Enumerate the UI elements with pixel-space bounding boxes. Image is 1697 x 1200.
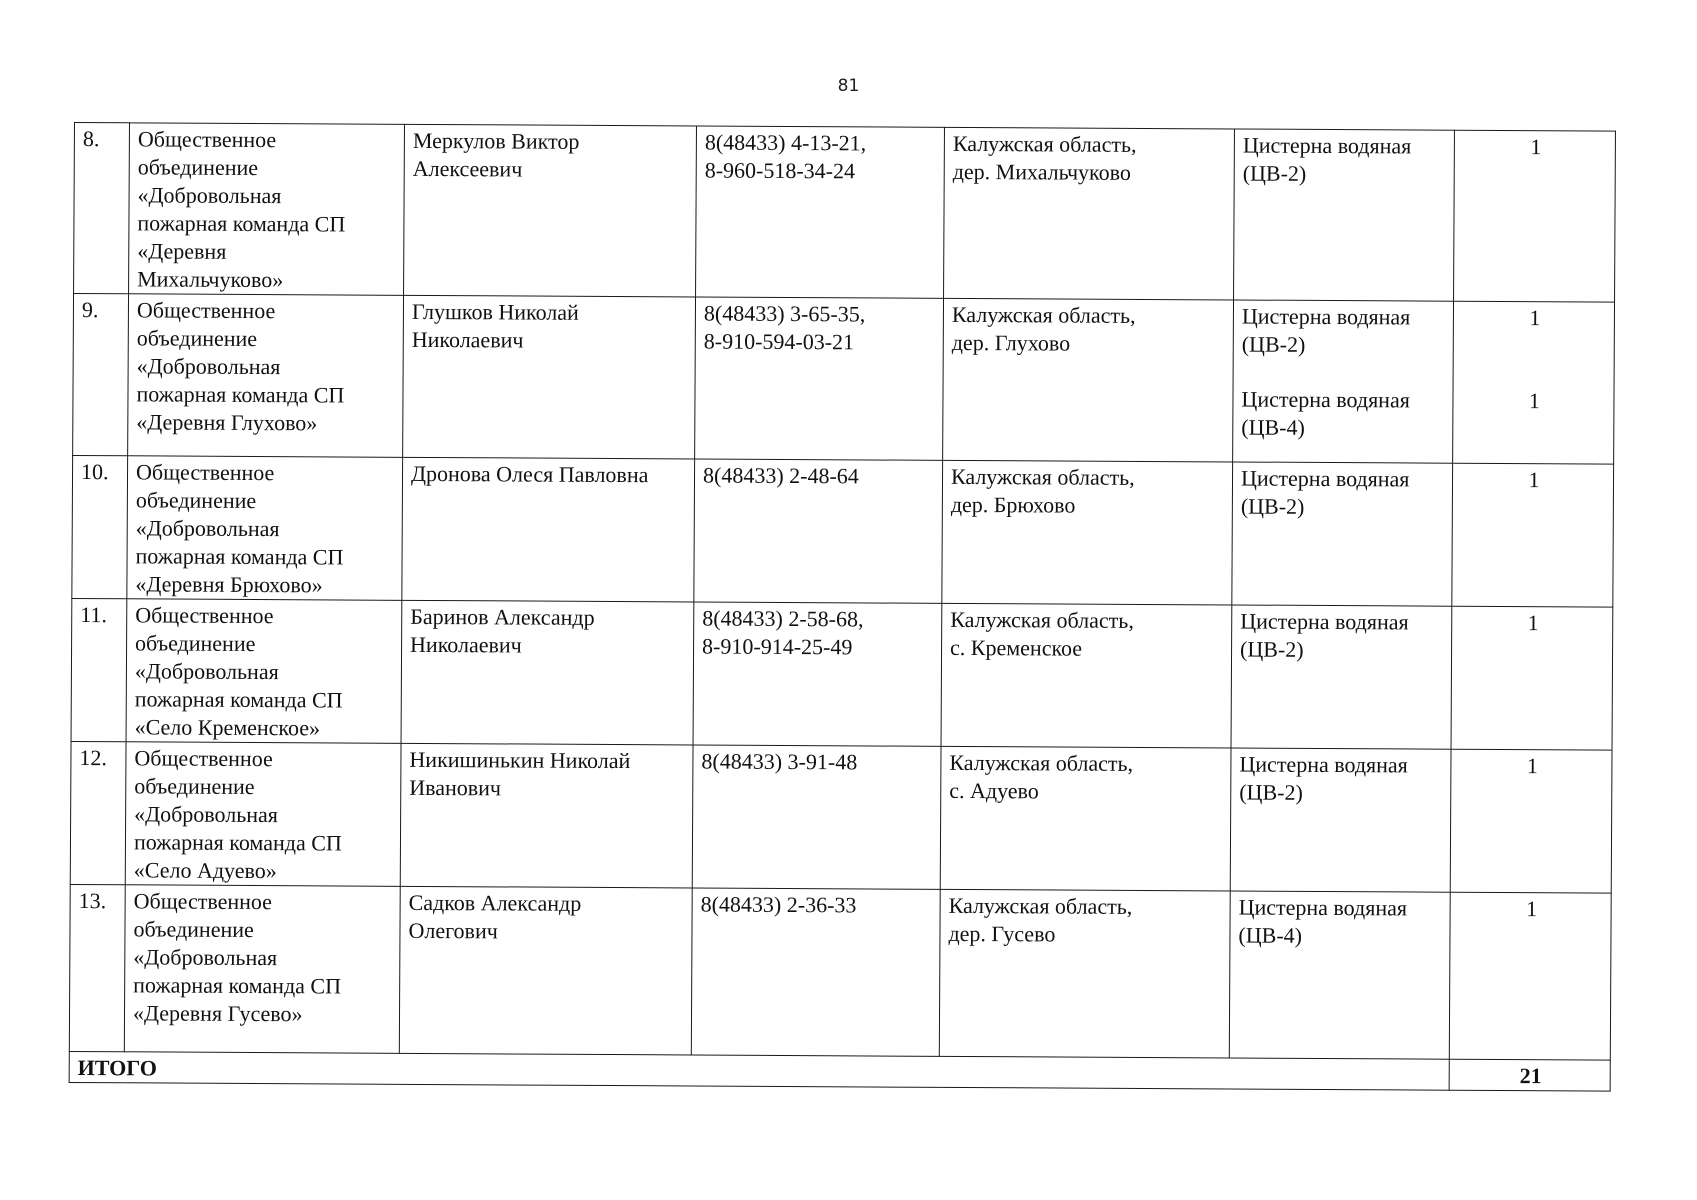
phone-line: 8(48433) 2-48-64 [702,462,859,489]
person-line: Николаевич [411,326,524,353]
quantity-value: 1 [1528,467,1540,493]
organization-line: «Добровольная [133,944,278,971]
equipment-item [1238,894,1443,951]
person-line: Садков Александр [408,889,582,916]
address-line: Калужская область, [951,301,1136,328]
organization-line: объединение [134,773,255,800]
person-cell [401,600,694,745]
organization-line: Общественное [135,602,274,629]
row-number [70,741,126,884]
phone-cell [694,459,943,603]
organization-line: объединение [135,630,256,657]
equipment-line: (ЦВ-2) [1241,331,1306,357]
organization-line: «Деревня Гусево» [132,1000,303,1027]
quantity-value: 1 [1529,305,1541,331]
equipment-line: (ЦВ-4) [1238,922,1303,948]
person-line: Никишинькин Николай [409,746,631,774]
person-line: Меркулов Виктор [412,127,580,154]
address-line: Калужская область, [952,130,1137,157]
table-row [71,598,1613,750]
quantity-cell [1454,130,1616,302]
phone-line: 8(48433) 3-65-35, [703,300,866,327]
equipment-line: Цистерна водяная [1241,386,1410,413]
address-line: с. Адуево [949,777,1039,804]
address-cell [943,298,1234,462]
organization-line: пожарная команда СП [134,686,343,713]
table-row [74,123,1616,303]
total-value: 21 [1449,1059,1610,1091]
quantity-cell [1453,301,1615,464]
organization-line: «Деревня Брюхово» [135,571,323,598]
equipment-line: Цистерна водяная [1241,303,1411,330]
quantity-cell [1451,606,1613,750]
address-line: Калужская область, [948,892,1133,919]
quantity-value: 1 [1528,388,1541,414]
equipment-line: Цистерна водяная [1239,751,1408,778]
organization-cell [126,599,402,744]
address-cell [939,889,1230,1058]
equipment-line: (ЦВ-2) [1240,636,1304,662]
phone-line: 8(48433) 2-36-33 [700,891,857,918]
organization-cell [124,885,400,1054]
equipment-line: Цистерна водяная [1238,894,1408,921]
person-line: Олегович [408,917,498,944]
phone-line: 8-960-518-34-24 [704,157,856,184]
table-row [70,741,1612,893]
quantity-cell [1452,463,1614,607]
equipment-item [1239,751,1444,808]
equipment-cell [1230,748,1451,892]
equipment-item [1240,608,1445,665]
address-line: с. Кременское [950,634,1083,661]
organization-line: «Добровольная [134,801,279,828]
row-number [69,884,125,1051]
table-row [72,455,1614,607]
organization-line: «Село Адуево» [133,857,277,884]
row-number-text: 13. [78,888,107,914]
organization-line: «Добровольная [137,182,282,209]
equipment-line: Цистерна водяная [1240,608,1409,635]
total-label: ИТОГО [69,1051,1449,1090]
organization-line: «Деревня Глухово» [136,409,318,436]
organization-line: пожарная команда СП [136,381,345,408]
organization-line: Общественное [135,459,275,486]
organization-line: Михальчуково» [137,266,284,293]
organization-line: пожарная команда СП [133,972,342,999]
phone-line: 8(48433) 2-58-68, [702,605,864,632]
organization-line: объединение [136,325,258,352]
row-number-text: 8. [82,126,100,152]
table-body [69,123,1615,1092]
row-number [73,294,129,456]
person-line: Иванович [409,774,502,801]
row-number-text: 12. [79,745,108,771]
address-line: Калужская область, [949,749,1134,776]
organization-line: Общественное [136,297,276,324]
phone-line: 8-910-594-03-21 [703,328,855,355]
address-cell [942,460,1233,605]
quantity-value: 1 [1530,134,1542,160]
row-number-text: 10. [80,459,109,485]
quantity-value: 1 [1526,753,1538,779]
person-cell [400,743,693,888]
address-line: дер. Михальчуково [952,158,1131,185]
page-number: 81 [837,76,860,96]
address-line: дер. Брюхово [950,491,1076,518]
person-line: Николаевич [410,631,522,658]
equipment-line: (ЦВ-4) [1241,414,1305,440]
organization-line: «Добровольная [135,515,280,542]
fire-brigade-table [69,122,1616,1092]
equipment-line: (ЦВ-2) [1240,493,1305,519]
equipment-cell [1233,300,1454,463]
organization-line: пожарная команда СП [133,829,342,856]
organization-line: объединение [135,487,257,514]
address-cell [940,746,1231,891]
equipment-cell [1229,891,1450,1059]
organization-line: «Добровольная [134,658,279,685]
organization-cell [129,123,405,296]
equipment-cell [1234,129,1455,301]
person-line: Дронова Олеся Павловна [410,460,649,488]
phone-cell [695,297,944,460]
address-line: Калужская область, [950,606,1134,633]
phone-cell [696,126,945,298]
equipment-line: (ЦВ-2) [1239,779,1303,805]
table-row [69,884,1611,1060]
address-cell [941,603,1232,748]
equipment-item [1241,386,1446,443]
equipment-item [1242,303,1447,360]
phone-line: 8(48433) 4-13-21, [704,129,867,156]
person-cell [403,295,696,459]
table-row [73,294,1615,465]
phone-line: 8-910-914-25-49 [702,633,853,660]
person-cell [402,457,695,602]
equipment-line: Цистерна водяная [1240,465,1410,492]
quantity-value: 1 [1527,610,1539,636]
row-number [74,123,130,294]
quantity-cell [1449,892,1611,1060]
quantity-cell [1450,749,1612,893]
phone-cell [692,745,941,889]
quantity-value: 1 [1526,896,1538,922]
address-line: дер. Глухово [951,329,1071,356]
person-cell [399,886,692,1055]
person-line: Глушков Николай [411,298,579,325]
phone-line: 8(48433) 3-91-48 [701,748,858,775]
equipment-item [1241,465,1446,522]
organization-line: «Деревня [137,238,227,264]
person-cell [404,124,697,297]
organization-cell [128,294,404,458]
organization-line: Общественное [134,745,273,772]
document-scan [69,122,1615,1092]
organization-line: объединение [137,154,259,181]
equipment-item [1243,132,1448,189]
organization-line: пожарная команда СП [137,210,346,237]
organization-line: Общественное [133,888,273,915]
row-number-text: 9. [81,297,99,323]
equipment-line: Цистерна водяная [1242,132,1412,159]
row-number [71,598,127,741]
organization-line: «Село Кременское» [134,714,321,741]
organization-line: Общественное [137,126,277,153]
phone-cell [691,888,940,1056]
address-line: Калужская область, [950,463,1135,490]
row-number-text: 11. [80,602,108,628]
address-cell [944,127,1235,300]
phone-cell [693,602,942,746]
row-number [72,455,128,598]
organization-line: объединение [133,916,254,943]
equipment-cell [1232,462,1453,606]
organization-line: пожарная команда СП [135,543,344,570]
person-line: Баринов Александр [410,603,595,630]
equipment-cell [1231,605,1452,749]
equipment-line: (ЦВ-2) [1242,160,1307,186]
address-line: дер. Гусево [948,920,1056,947]
organization-cell [125,742,401,887]
person-line: Алексеевич [412,155,523,182]
organization-line: «Добровольная [136,353,281,380]
organization-cell [127,456,403,601]
